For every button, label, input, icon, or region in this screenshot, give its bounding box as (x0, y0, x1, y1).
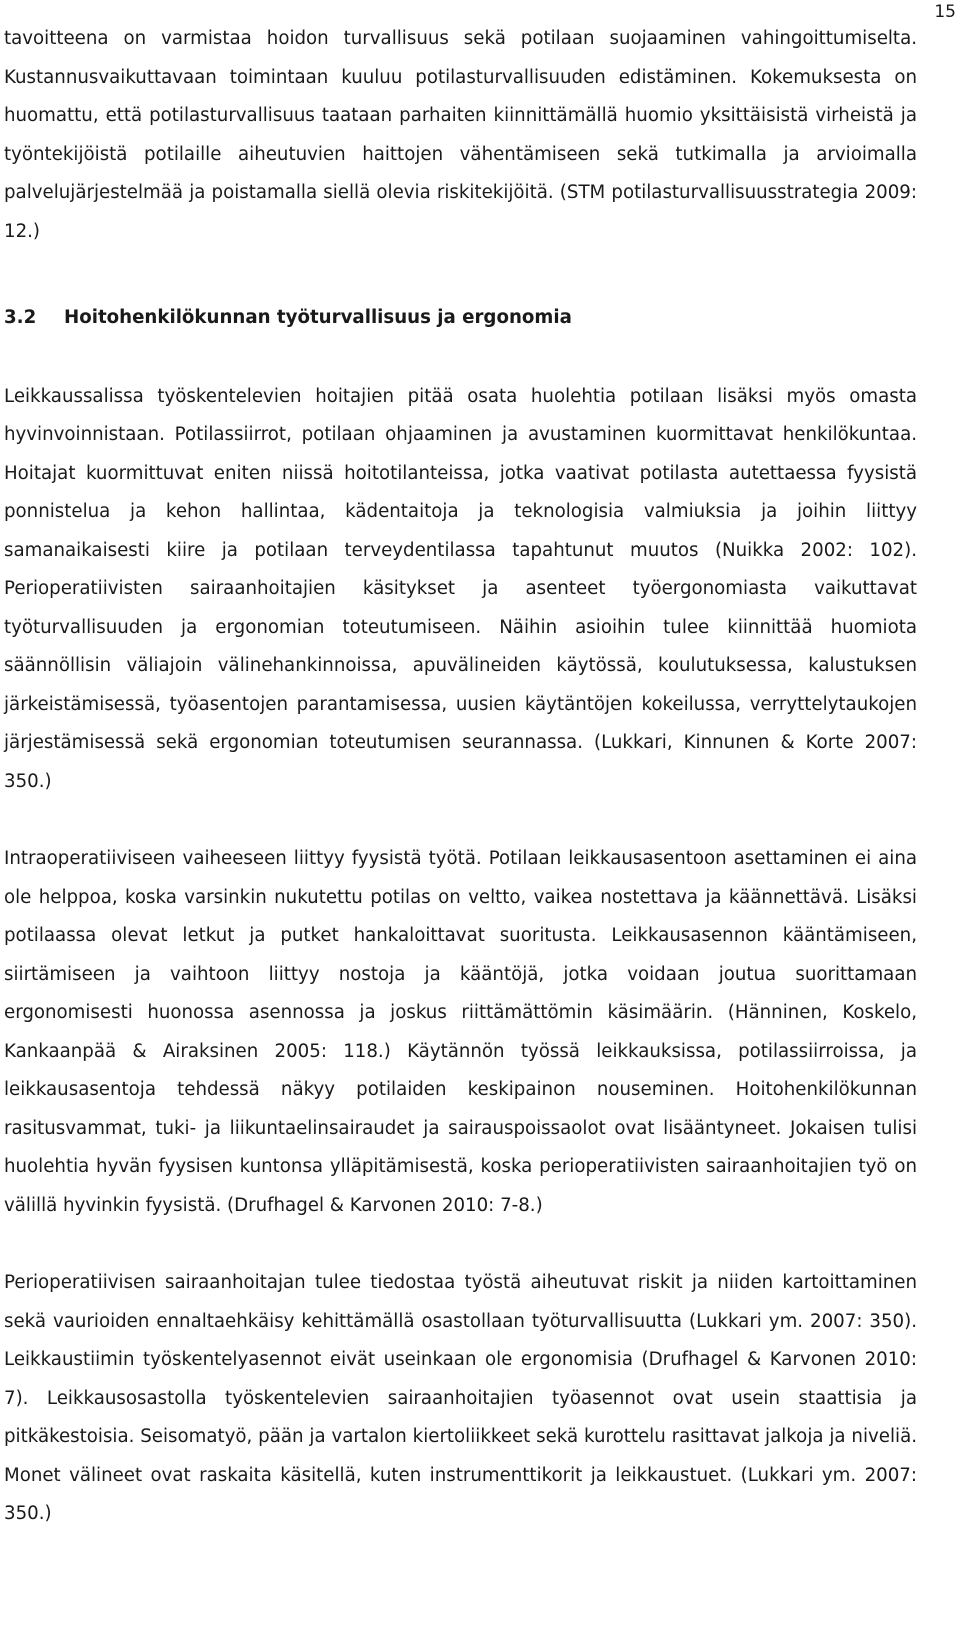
section-title: Hoitohenkilökunnan työturvallisuus ja ergonomia (64, 307, 572, 328)
paragraph-risks: Perioperatiivisen sairaanhoitajan tulee tiedostaa työstä aiheutuvat riskit ja niiden kartoittaminen sekä vaurioiden ennaltaehkäisy kehittämällä osastollaan työturvallisuutta (Lukkari ym. 2007: 350). Leikkaustiimin työskentelyasennot eivät useinkaan ole ergonomisia (Drufhagel & Karvonen 2010: 7). Leikkausosastolla työskentelevien sairaanhoitajien työasennot ovat usein staattisia ja pitkäkestoisia. Seisomatyö, pään ja vartalon kiertoliikkeet sekä kurottelu rasittavat jalkoja ja niveliä. Monet välineet ovat raskaita käsitellä, kuten instrumenttikorit ja leikkaustuet. (Lukkari ym. 2007: 350.) (4, 1272, 917, 1524)
page-number: 15 (934, 2, 956, 22)
document-body (4, 20, 917, 1534)
spacer (4, 251, 917, 299)
paragraph-intro: tavoitteena on varmistaa hoidon turvallisuus sekä potilaan suojaaminen vahingoittumiselta. Kustannusvaikuttavaan toimintaan kuuluu potilasturvallisuuden edistäminen. Kokemuksesta on huomattu, että potilasturvallisuus taataan parhaiten kiinnittämällä huomio yksittäisistä virheistä ja työntekijöistä potilaille aiheutuvien haittojen vähentämiseen sekä tutkimalla ja arvioimalla palvelujärjestelmää ja poistamalla siellä olevia riskitekijöitä. (STM potilasturvallisuusstrategia 2009: 12.) (4, 28, 917, 242)
paragraph-intraoperative: Intraoperatiiviseen vaiheeseen liittyy fyysistä työtä. Potilaan leikkausasentoon asettaminen ei aina ole helppoa, koska varsinkin nukutettu potilas on veltto, vaikea nostettava ja käännettävä. Lisäksi potilaassa olevat letkut ja putket hankaloittavat suoritusta. Leikkausasennon kääntämiseen, siirtämiseen ja vaihtoon liittyy nostoja ja kääntöjä, jotka voidaan joutua suorittamaan ergonomisesti huonossa asennossa ja joskus riittämättömin käsimäärin. (Hänninen, Koskelo, Kankaanpää & Airaksinen 2005: 118.) Käytännön työssä leikkauksissa, potilassiirroissa, ja leikkausasentoja tehdessä näkyy potilaiden keskipainon nouseminen. Hoitohenkilökunnan rasitusvammat, tuki- ja liikuntaelinsairaudet ja sairauspoissaolot ovat lisääntyneet. Jokaisen tulisi huolehtia hyvän fyysisen kuntonsa ylläpitämisestä, koska perioperatiivisten sairaanhoitajien työ on välillä hyvinkin fyysistä. (Drufhagel & Karvonen 2010: 7-8.) (4, 848, 917, 1216)
section-number: 3.2 (4, 307, 37, 328)
spacer (4, 801, 917, 840)
spacer (4, 338, 917, 378)
paragraph-self-care: Leikkaussalissa työskentelevien hoitajien pitää osata huolehtia potilaan lisäksi myös omasta hyvinvoinnistaan. Potilassiirrot, potilaan ohjaaminen ja avustaminen kuormittavat henkilökuntaa. Hoitajat kuormittuvat eniten niissä hoitotilanteissa, jotka vaativat potilasta autettaessa fyysistä ponnistelua ja kehon hallintaa, kädentaitoja ja teknologisia valmiuksia ja joihin liittyy samanaikaisesti kiire ja potilaan terveydentilassa tapahtunut muutos (Nuikka 2002: 102). Perioperatiivisten sairaanhoitajien käsitykset ja asenteet työergonomiasta vaikuttavat työturvallisuuden ja ergonomian toteutumiseen. Näihin asioihin tulee kiinnittää huomiota säännöllisin väliajoin välinehankinnoissa, apuvälineiden käytössä, koulutuksessa, kalustuksen järkeistämisessä, työasentojen parantamisessa, uusien käytäntöjen kokeilussa, verryttelytaukojen järjestämisessä sekä ergonomian toteutumisen seurannassa. (Lukkari, Kinnunen & Korte 2007: 350.) (4, 385, 917, 792)
spacer (4, 1225, 917, 1264)
section-heading (4, 299, 917, 338)
